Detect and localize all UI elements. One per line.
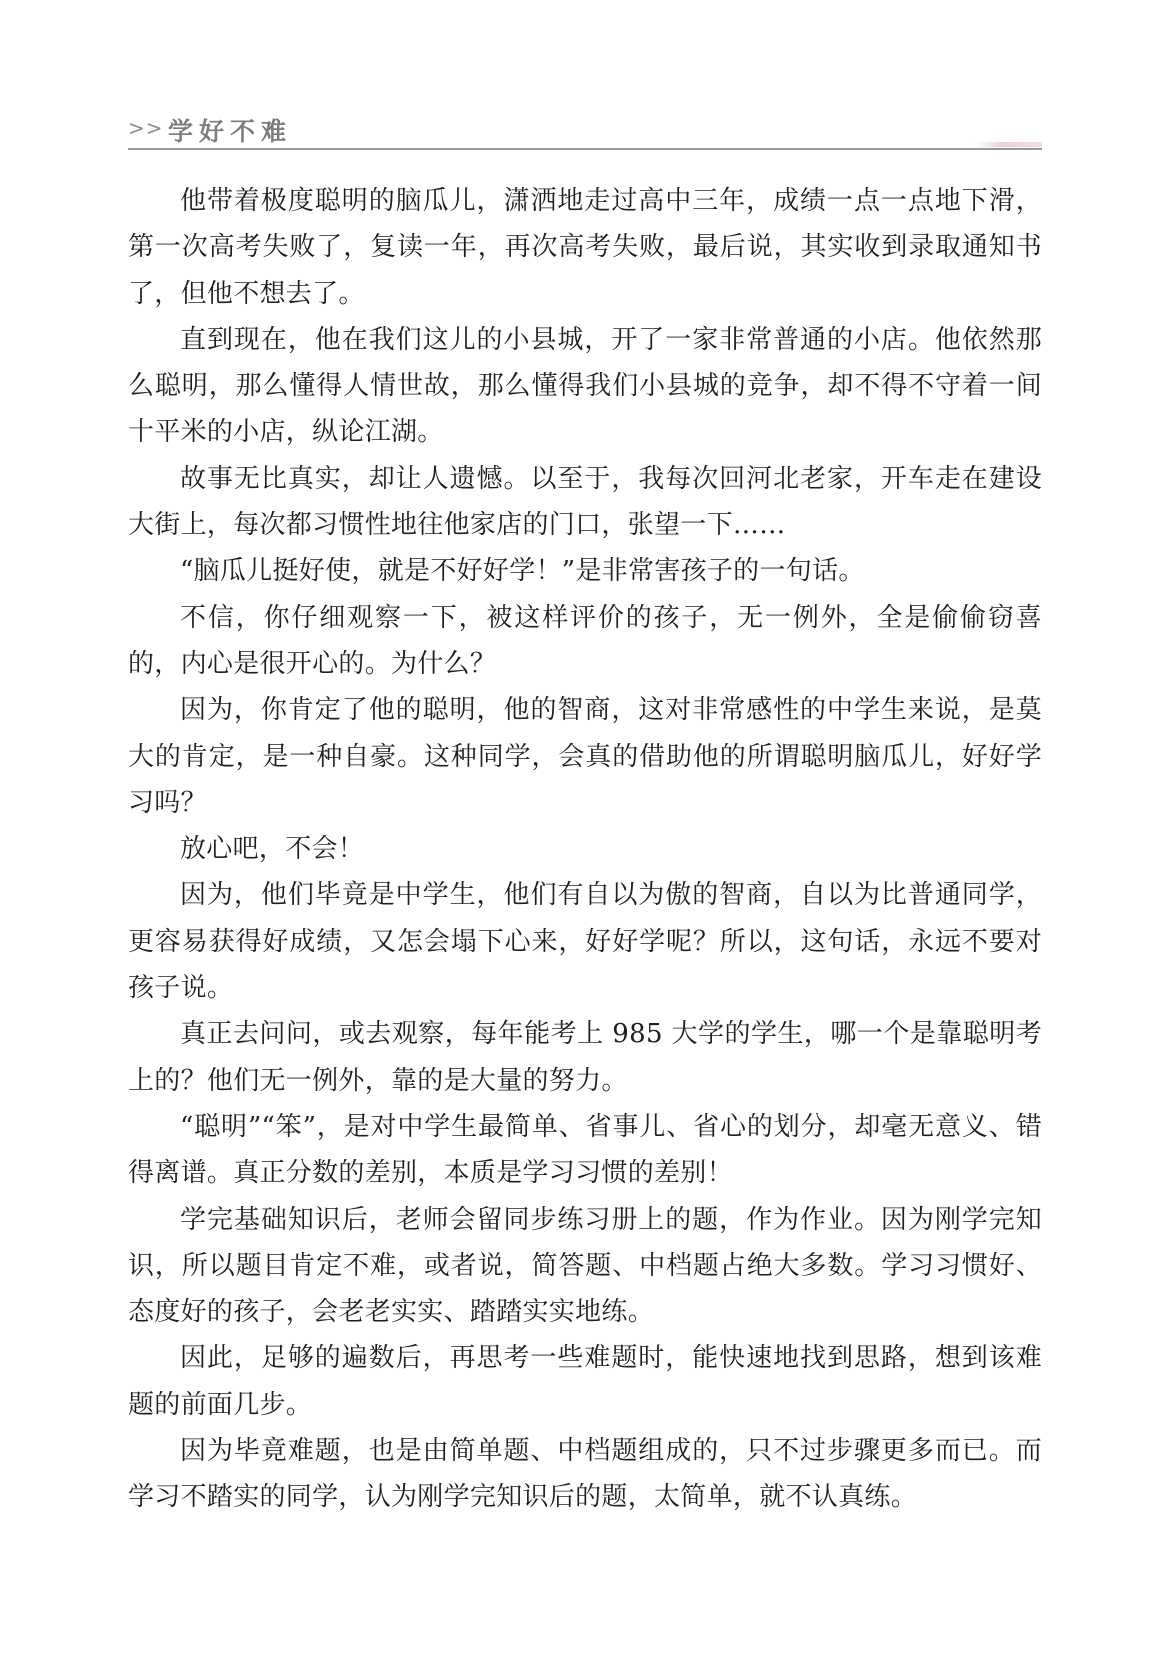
header-chevron-marker: >>	[128, 116, 164, 140]
paragraph: 因此，足够的遍数后，再思考一些难题时，能快速地找到思路，想到该难题的前面几步。	[128, 1343, 1042, 1420]
header-title: 学好不难	[168, 117, 293, 146]
header-divider	[128, 148, 1042, 150]
paragraph: 故事无比真实，却让人遗憾。以至于，我每次回河北老家，开车走在建设大街上，每次都习惯性地往他家店的门口，张望一下……	[128, 463, 1042, 541]
paragraph: 因为，你肯定了他的聪明，他的智商，这对非常感性的中学生来说，是莫大的肯定，是一种自豪。这种同学，会真的借助他的所谓聪明脑瓜儿，好好学习吗？	[128, 695, 1042, 818]
paragraph: “聪明”“笨”，是对中学生最简单、省事儿、省心的划分，却毫无意义、错得离谱。真正分数的差别，本质是学习习惯的差别！	[128, 1111, 1042, 1189]
paragraph: 直到现在，他在我们这儿的小县城，开了一家非常普通的小店。他依然那么聪明，那么懂得人情世故，那么懂得我们小县城的竞争，却不得不守着一间十平米的小店，纵论江湖。	[128, 324, 1042, 448]
paragraph: 因为，他们毕竟是中学生，他们有自以为傲的智商，自以为比普通同学，更容易获得好成绩，又怎会塌下心来，好好学呢？所以，这句话，永远不要对孩子说。	[128, 880, 1042, 1004]
paragraph: 真正去问问，或去观察，每年能考上 985 大学的学生，哪一个是靠聪明考上的？他们无一例外，靠的是大量的努力。	[128, 1019, 1042, 1096]
running-header	[128, 112, 1042, 150]
body-text	[128, 178, 1042, 1521]
paragraph: “脑瓜儿挺好使，就是不好好学！”是非常害孩子的一句话。	[180, 556, 865, 587]
header-accent-bar	[975, 142, 1042, 147]
paragraph: 因为毕竟难题，也是由简单题、中档题组成的，只不过步骤更多而已。而学习不踏实的同学，认为刚学完知识后的题，太简单，就不认真练。	[128, 1436, 1042, 1513]
paragraph: 不信，你仔细观察一下，被这样评价的孩子，无一例外，全是偷偷窃喜的，内心是很开心的。为什么？	[128, 602, 1042, 679]
paragraph: 放心吧，不会！	[180, 834, 365, 865]
paragraph: 他带着极度聪明的脑瓜儿，潇洒地走过高中三年，成绩一点一点地下滑，第一次高考失败了，复读一年，再次高考失败，最后说，其实收到录取通知书了，但他不想去了。	[128, 186, 1042, 309]
paragraph: 学完基础知识后，老师会留同步练习册上的题，作为作业。因为刚学完知识，所以题目肯定不难，或者说，简答题、中档题占绝大多数。学习习惯好、态度好的孩子，会老老实实、踏踏实实地练。	[128, 1204, 1042, 1328]
